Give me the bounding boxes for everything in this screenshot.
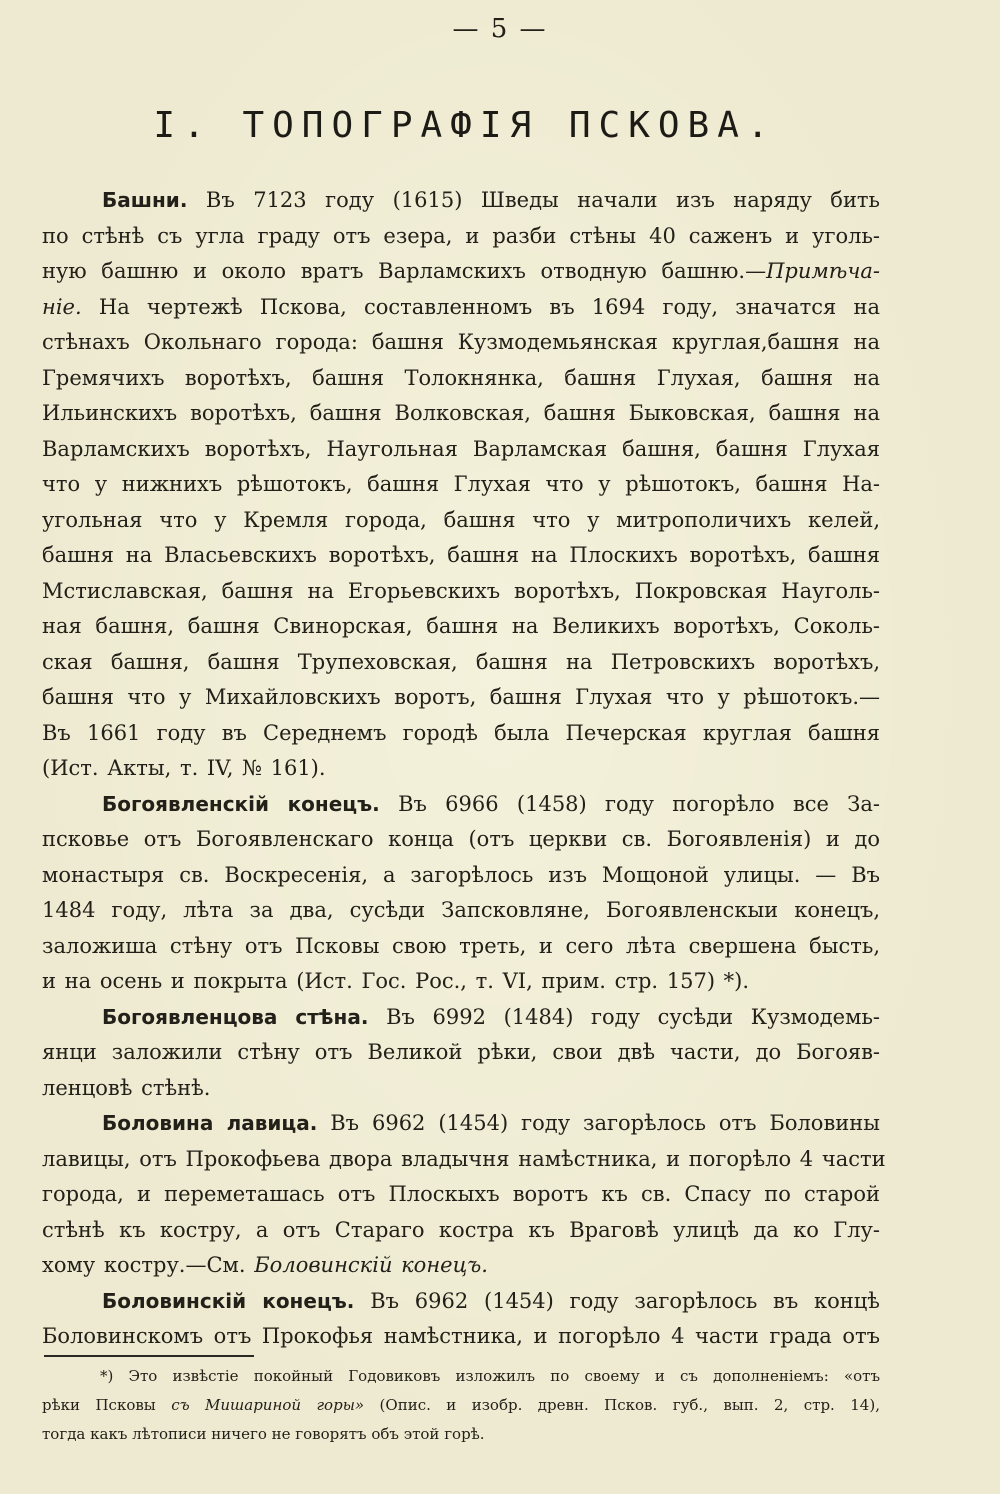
text-line: заложиша стѣну отъ Псковы свою треть, и сего лѣта свершена бысть, <box>42 933 880 958</box>
text-line: угольная что у Кремля города, башня что у митрополичихъ келей, <box>42 507 880 532</box>
text-line: монастыря св. Воскресенія, а загорѣлось изъ Мощоной улицы. — Въ <box>42 862 880 887</box>
entry-heading-bogoyavlensky: Богоявленскій конецъ. <box>102 791 380 816</box>
footnote-divider <box>44 1355 254 1357</box>
text-line: ленцовѣ стѣнѣ. <box>42 1075 211 1100</box>
page-number: — 5 — <box>452 14 548 44</box>
entry-heading-bogoyavlentsova: Богоявленцова стѣна. <box>102 1004 369 1029</box>
text-line: стѣнѣ къ костру, а отъ Стараго костра къ Враговѣ улицѣ да ко Глу- <box>42 1217 880 1242</box>
text-line: стѣнахъ Окольнаго города: башня Кузмодемьянская круглая,башня на <box>42 330 880 354</box>
text-line: башня что у Михайловскихъ воротъ, башня Глухая что у рѣшотокъ.— <box>42 685 880 709</box>
text-line: ная башня, башня Свинорская, башня на Великихъ воротѣхъ, Соколь- <box>42 614 880 638</box>
cross-reference: Боловинскій конецъ. <box>254 1253 488 1277</box>
footnote <box>42 1362 880 1449</box>
text-line: ніе. На чертежѣ Пскова, составленномъ въ 1694 году, значатся на <box>42 294 880 319</box>
footnote-line: тогда какъ лѣтописи ничего не говорятъ объ этой горѣ. <box>42 1425 485 1443</box>
entry-heading-bolovinsky: Боловинскій конецъ. <box>102 1288 355 1313</box>
text-line: Богоявленцова стѣна. Въ 6992 (1484) году сусѣди Кузмодемь- <box>102 1004 880 1029</box>
entry-heading-bolovina: Боловина лавица. <box>102 1111 318 1135</box>
text-line: города, и переметашась отъ Плоскыхъ воротъ къ св. Спасу по старой <box>42 1182 880 1206</box>
text-line: Богоявленскій конецъ. Въ 6966 (1458) году погорѣло все За- <box>102 791 880 816</box>
text-line: Боловинскомъ отъ Прокофья намѣстника, и погорѣло 4 части града отъ <box>42 1324 880 1348</box>
text-line: 1484 году, лѣта за два, сусѣди Запсковляне, Богоявленскыи конецъ, <box>42 898 880 922</box>
text-line: Башни. Въ 7123 году (1615) Шведы начали изъ наряду бить <box>102 188 880 212</box>
text-line: что у нижнихъ рѣшотокъ, башня Глухая что у рѣшотокъ, башня На- <box>42 472 880 496</box>
text-line: по стѣнѣ съ угла граду отъ езера, и разби стѣны 40 саженъ и уголь- <box>42 223 880 248</box>
text-line: Варламскихъ воротѣхъ, Наугольная Варламская башня, башня Глухая <box>42 436 880 461</box>
text-line: Гремячихъ воротѣхъ, башня Толокнянка, башня Глухая, башня на <box>42 365 880 390</box>
footnote-line: *) Это извѣстіе покойный Годовиковъ изложилъ по своему и съ дополненіемъ: «отъ <box>100 1367 880 1385</box>
text-line: Боловинскій конецъ. Въ 6962 (1454) году загорѣлось въ концѣ <box>102 1288 880 1313</box>
text-line: Мстиславская, башня на Егорьевскихъ воротѣхъ, Покровская Науголь- <box>42 578 880 603</box>
entry-heading-bashni: Башни. <box>102 188 188 212</box>
text-line: хому костру.—См. Боловинскій конецъ. <box>42 1253 488 1277</box>
body-text <box>42 183 886 1355</box>
text-line: башня на Власьевскихъ воротѣхъ, башня на Плоскихъ воротѣхъ, башня <box>42 543 880 567</box>
text-line: лавицы, отъ Прокофьева двора владычня намѣстника, и погорѣло 4 части <box>42 1146 886 1171</box>
text-line: янци заложили стѣну отъ Великой рѣки, свои двѣ части, до Богояв- <box>42 1040 880 1064</box>
footnote-line: рѣки Псковы съ Мишариной горы» (Опис. и изобр. древн. Псков. губ., вып. 2, стр. 14), <box>42 1396 880 1414</box>
page-title: I. ТОПОГРАФІЯ ПСКОВА. <box>153 105 777 146</box>
text-line: Ильинскихъ воротѣхъ, башня Волковская, башня Быковская, башня на <box>42 401 880 425</box>
text-line: и на осень и покрыта (Ист. Гос. Рос., т. VI, прим. стр. 157) *). <box>42 969 750 993</box>
text-line: Боловина лавица. Въ 6962 (1454) году загорѣлось отъ Боловины <box>102 1111 880 1135</box>
text-line: ская башня, башня Трупеховская, башня на Петровскихъ воротѣхъ, <box>42 649 880 674</box>
text-line: псковье отъ Богоявленскаго конца (отъ церкви св. Богоявленія) и до <box>42 827 880 851</box>
text-line: (Ист. Акты, т. IV, № 161). <box>42 756 326 780</box>
text-line: Въ 1661 году въ Середнемъ городѣ была Печерская круглая башня <box>42 720 880 745</box>
text-line: ную башню и около вратъ Варламскихъ отводную башню.—Примѣча- <box>42 259 880 283</box>
